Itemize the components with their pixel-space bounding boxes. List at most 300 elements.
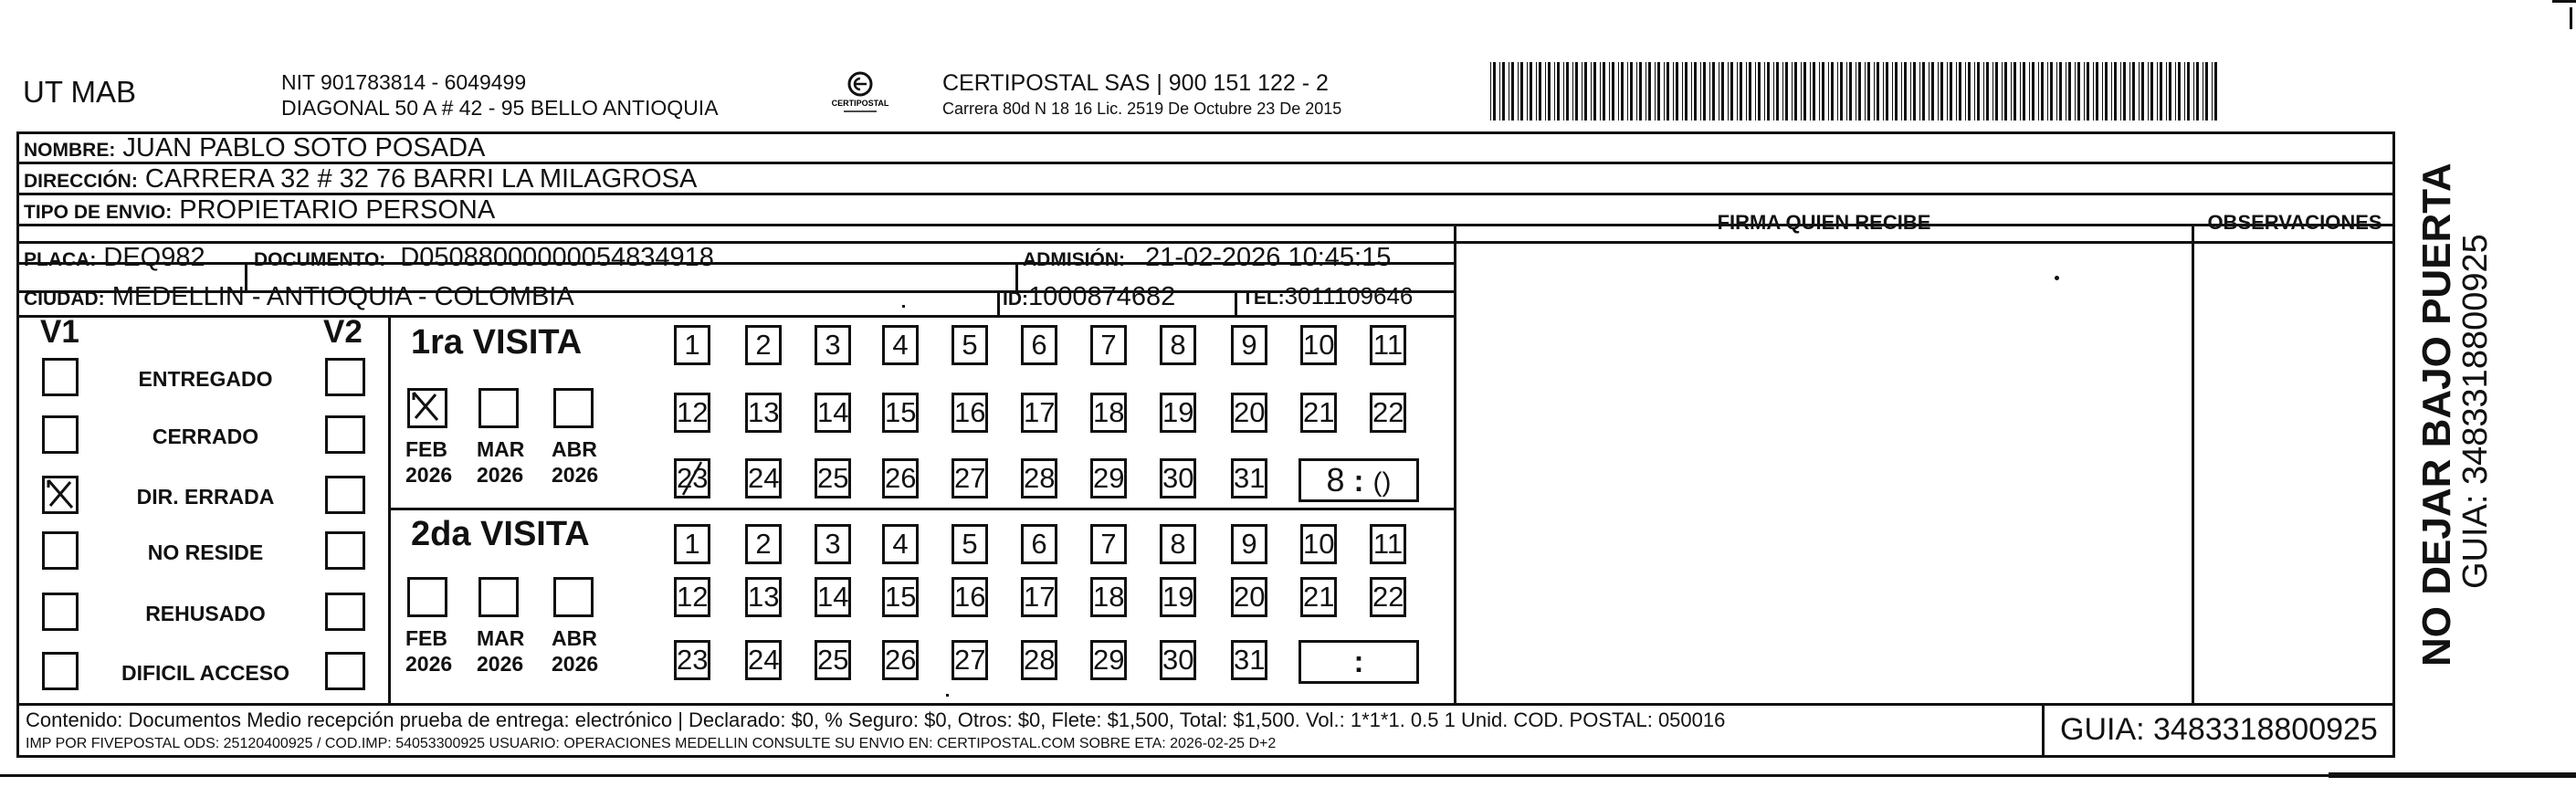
day-box[interactable]: 2 xyxy=(745,524,782,564)
day-box[interactable]: 7 xyxy=(1090,325,1127,365)
barcode-bar xyxy=(1746,62,1747,121)
barcode-bar xyxy=(1919,62,1920,121)
v1-checkbox[interactable] xyxy=(42,652,79,690)
barcode-bar xyxy=(1901,62,1902,121)
day-box[interactable]: 12 xyxy=(674,577,710,617)
barcode-bar xyxy=(1566,62,1569,121)
day-box[interactable]: 2 xyxy=(745,325,782,365)
barcode-bar xyxy=(1913,62,1916,121)
barcode-bar xyxy=(1904,62,1907,121)
placa-label: PLACA: xyxy=(24,249,97,270)
stray-dot xyxy=(902,305,905,308)
barcode-bar xyxy=(1657,62,1660,121)
tel-label: TEL: xyxy=(1242,288,1285,309)
ciudad-row xyxy=(24,282,574,312)
barcode-bar xyxy=(2205,62,2208,121)
day-box[interactable]: 18 xyxy=(1090,393,1127,433)
day-box[interactable]: 3 xyxy=(815,325,851,365)
barcode-bar xyxy=(2020,62,2021,121)
day-box[interactable]: 17 xyxy=(1021,577,1057,617)
month-label: MAR xyxy=(477,437,525,461)
day-box[interactable]: 11 xyxy=(1370,325,1406,365)
barcode-bar xyxy=(1983,62,1984,121)
day-box[interactable]: 9 xyxy=(1231,325,1267,365)
barcode-bar xyxy=(2075,62,2076,121)
tel-row xyxy=(1242,282,1413,310)
barcode-bar xyxy=(1992,62,1993,121)
v2-checkbox[interactable] xyxy=(325,476,365,514)
status-label: DIFICIL ACCESO xyxy=(121,661,289,685)
day-box[interactable]: 5 xyxy=(952,524,988,564)
month-checkbox[interactable] xyxy=(407,577,447,617)
v2-checkbox[interactable] xyxy=(325,358,365,396)
tipo-label: TIPO DE ENVIO: xyxy=(24,202,173,223)
barcode-bar xyxy=(1910,62,1911,121)
barcode-bar xyxy=(1986,62,1989,121)
barcode-bar xyxy=(2105,62,2108,121)
barcode-bar xyxy=(1867,62,1870,121)
barcode-bar xyxy=(1840,62,1843,121)
observaciones-header: OBSERVACIONES xyxy=(2207,211,2382,234)
v2-checkbox[interactable] xyxy=(325,415,365,454)
barcode-bar xyxy=(2166,62,2167,121)
day-box[interactable]: 29 xyxy=(1090,458,1127,498)
day-box[interactable]: 11 xyxy=(1370,524,1406,564)
barcode-bar xyxy=(2141,62,2144,121)
barcode-bar xyxy=(1940,62,1943,121)
month-label: FEB xyxy=(405,626,447,650)
barcode-bar xyxy=(1548,62,1551,121)
barcode-bar xyxy=(2111,62,2112,121)
barcode-bar xyxy=(1603,62,1605,121)
barcode-bar xyxy=(2093,62,2094,121)
sender-nit: NIT 901783814 - 6049499 xyxy=(281,70,527,94)
day-box[interactable]: 31 xyxy=(1231,458,1267,498)
day-box[interactable]: 1 xyxy=(674,325,710,365)
stray-dot xyxy=(2055,276,2059,280)
bottom-edge xyxy=(0,774,2576,777)
v2-checkbox[interactable] xyxy=(325,531,365,570)
barcode-bar xyxy=(2196,62,2199,121)
barcode-bar xyxy=(1673,62,1674,121)
v1-checkbox[interactable] xyxy=(42,476,79,514)
day-box[interactable]: 27 xyxy=(952,458,988,498)
sender-address: DIAGONAL 50 A # 42 - 95 BELLO ANTIOQUIA xyxy=(281,96,719,120)
v2-header: V2 xyxy=(323,314,363,350)
barcode-bar xyxy=(2212,62,2213,121)
barcode-bar xyxy=(1968,62,1971,121)
barcode-bar xyxy=(1520,62,1523,121)
barcode-bar xyxy=(1490,62,1491,121)
day-box[interactable]: 24 xyxy=(745,640,782,680)
day-box[interactable]: 16 xyxy=(952,577,988,617)
day-box[interactable]: 6 xyxy=(1021,524,1057,564)
v1-checkbox[interactable] xyxy=(42,531,79,570)
id-value: 1000874682 xyxy=(1028,282,1176,311)
direccion-row xyxy=(24,164,697,194)
barcode-bar xyxy=(1977,62,1980,121)
year-label: 2026 xyxy=(552,463,599,487)
barcode-bar xyxy=(1572,62,1573,121)
nombre-row xyxy=(24,133,485,163)
barcode-bar xyxy=(1636,62,1637,121)
barcode-bar xyxy=(2029,62,2030,121)
barcode-bar xyxy=(1773,62,1774,121)
barcode-bar xyxy=(1758,62,1761,121)
barcode-bar xyxy=(1837,62,1838,121)
day-box[interactable]: 17 xyxy=(1021,393,1057,433)
v2-checkbox[interactable] xyxy=(325,593,365,631)
month-label: ABR xyxy=(552,437,597,461)
barcode-bar xyxy=(1511,62,1514,121)
tipo-envio-row xyxy=(24,195,495,226)
day-box[interactable]: 8 xyxy=(1160,524,1196,564)
barcode-bar xyxy=(2114,62,2117,121)
barcode-bar xyxy=(1563,62,1564,121)
barcode-bar xyxy=(1721,62,1724,121)
day-box[interactable]: 23 xyxy=(674,458,710,498)
barcode-bar xyxy=(2013,62,2016,121)
barcode-bar xyxy=(1593,62,1596,121)
barcode-bar xyxy=(1648,62,1651,121)
day-box[interactable]: 30 xyxy=(1160,640,1196,680)
day-box[interactable]: 12 xyxy=(674,393,710,433)
day-box[interactable]: 26 xyxy=(882,640,919,680)
barcode-bar xyxy=(1682,62,1683,121)
barcode-bar xyxy=(1664,62,1665,121)
day-box[interactable]: 1 xyxy=(674,524,710,564)
direccion-label: DIRECCIÓN: xyxy=(24,171,138,192)
barcode-bar xyxy=(1530,62,1532,121)
day-box[interactable]: 30 xyxy=(1160,458,1196,498)
barcode-bar xyxy=(1956,62,1957,121)
barcode-bar xyxy=(2084,62,2085,121)
barcode-bar xyxy=(1819,62,1820,121)
admision-row xyxy=(1023,243,1391,273)
day-box[interactable]: 16 xyxy=(952,393,988,433)
barcode-bar xyxy=(2056,62,2057,121)
day-box[interactable]: 26 xyxy=(882,458,919,498)
footer-content: Contenido: Documentos Medio recepción prueba de entrega: electrónico | Declarado: $0, % Seguro: $0, Otros: $0, Flete: $1,500, Total: $1,500. Vol.: 1*1*1. 0.5 1 Unid. COD. POSTAL: 050016 xyxy=(26,708,1726,731)
status-label: ENTREGADO xyxy=(138,367,273,391)
minute-value: () xyxy=(1372,467,1392,498)
barcode-bar xyxy=(1749,62,1751,121)
barcode-bar xyxy=(1782,62,1783,121)
barcode-bar xyxy=(1621,62,1624,121)
year-label: 2026 xyxy=(405,463,453,487)
v1-header: V1 xyxy=(40,314,79,350)
barcode-bar xyxy=(1938,62,1939,121)
stray-dot xyxy=(946,694,949,697)
barcode-bar xyxy=(1792,62,1793,121)
barcode-bar xyxy=(1709,62,1710,121)
time-separator: : xyxy=(1353,464,1364,498)
v1-checkbox[interactable] xyxy=(42,358,79,396)
barcode-bar xyxy=(1801,62,1802,121)
barcode-bar xyxy=(1527,62,1528,121)
day-box[interactable]: 15 xyxy=(882,577,919,617)
barcode-bar xyxy=(1655,62,1656,121)
day-box[interactable]: 13 xyxy=(745,577,782,617)
barcode-bar xyxy=(1645,62,1646,121)
barcode-bar xyxy=(1499,62,1500,121)
v2-checkbox[interactable] xyxy=(325,652,365,690)
right-edge-line xyxy=(2570,7,2572,29)
day-box[interactable]: 22 xyxy=(1370,577,1406,617)
month-checkbox[interactable] xyxy=(478,577,519,617)
barcode-bar xyxy=(1959,62,1961,121)
day-box[interactable]: 24 xyxy=(745,458,782,498)
barcode-bar xyxy=(1737,62,1738,121)
barcode-bar xyxy=(1755,62,1756,121)
visita2-title: 2da VISITA xyxy=(411,515,590,553)
barcode-bar xyxy=(1639,62,1642,121)
day-box[interactable]: 23 xyxy=(674,640,710,680)
month-checkbox[interactable] xyxy=(478,388,519,428)
barcode-bar xyxy=(1950,62,1952,121)
day-box[interactable]: 29 xyxy=(1090,640,1127,680)
barcode-bar xyxy=(1865,62,1866,121)
day-box[interactable]: 14 xyxy=(815,577,851,617)
barcode-bar xyxy=(2120,62,2121,121)
firma-header: FIRMA QUIEN RECIBE xyxy=(1717,211,1931,234)
barcode-bar xyxy=(1931,62,1934,121)
barcode-bar xyxy=(1557,62,1560,121)
status-label: NO RESIDE xyxy=(147,540,264,564)
day-box[interactable]: 8 xyxy=(1160,325,1196,365)
barcode-bar xyxy=(2102,62,2103,121)
logo-text: CERTIPOSTAL xyxy=(831,99,889,108)
barcode-bar xyxy=(1627,62,1628,121)
nombre-value: JUAN PABLO SOTO POSADA xyxy=(122,133,486,163)
barcode-bar xyxy=(2059,62,2062,121)
side-guia: GUIA: 3483318800925 xyxy=(2456,234,2495,589)
barcode-bar xyxy=(1740,62,1742,121)
barcode-bar xyxy=(2096,62,2098,121)
day-box[interactable]: 3 xyxy=(815,524,851,564)
barcode-bar xyxy=(1502,62,1505,121)
day-box[interactable]: 5 xyxy=(952,325,988,365)
barcode-bar xyxy=(2160,62,2162,121)
barcode-bar xyxy=(1518,62,1519,121)
barcode-bar xyxy=(2132,62,2135,121)
status-label: REHUSADO xyxy=(145,602,266,625)
month-label: FEB xyxy=(405,437,447,461)
id-row xyxy=(1003,282,1175,312)
footer-imp: IMP POR FIVEPOSTAL ODS: 25120400925 / COD.IMP: 54053300925 USUARIO: OPERACIONES MEDELLIN CONSULTE SU ENVIO EN: CERTIPOSTAL.COM SOBRE ETA: 2026-02-25 D+2 xyxy=(26,736,1277,751)
barcode-bar xyxy=(1892,62,1893,121)
barcode-bar xyxy=(2193,62,2194,121)
barcode-bar xyxy=(1965,62,1966,121)
v1-checkbox[interactable] xyxy=(42,415,79,454)
direccion-value: CARRERA 32 # 32 76 BARRI LA MILAGROSA xyxy=(144,164,698,194)
barcode-bar xyxy=(1895,62,1898,121)
barcode-bar xyxy=(1822,62,1824,121)
placa-value: DEQ982 xyxy=(103,243,205,272)
day-box[interactable]: 10 xyxy=(1300,325,1337,365)
time-separator: : xyxy=(1353,645,1364,678)
barcode-bar xyxy=(1846,62,1847,121)
day-box[interactable]: 4 xyxy=(882,325,919,365)
day-box[interactable]: 21 xyxy=(1300,577,1337,617)
barcode-bar xyxy=(1554,62,1555,121)
barcode-bar xyxy=(2150,62,2153,121)
barcode-bar xyxy=(2023,62,2025,121)
placa-row xyxy=(24,243,205,273)
day-box[interactable]: 25 xyxy=(815,640,851,680)
bottom-edge-thick xyxy=(2329,772,2576,778)
day-box[interactable]: 19 xyxy=(1160,393,1196,433)
documento-value: D05088000000054834918 xyxy=(400,243,714,272)
tel-value: 3011109646 xyxy=(1284,282,1414,310)
barcode-bar xyxy=(1794,62,1797,121)
day-box[interactable]: 25 xyxy=(815,458,851,498)
month-checkbox[interactable] xyxy=(553,577,594,617)
year-label: 2026 xyxy=(477,652,524,676)
day-box[interactable]: 13 xyxy=(745,393,782,433)
barcode-bar xyxy=(1536,62,1537,121)
barcode-bar xyxy=(2175,62,2176,121)
barcode-bar xyxy=(1785,62,1788,121)
day-box[interactable]: 28 xyxy=(1021,640,1057,680)
year-label: 2026 xyxy=(477,463,524,487)
barcode-bar xyxy=(2041,62,2044,121)
day-box[interactable]: 20 xyxy=(1231,393,1267,433)
barcode-bar xyxy=(1874,62,1875,121)
day-box[interactable]: 22 xyxy=(1370,393,1406,433)
documento-row xyxy=(254,243,714,273)
barcode-bar xyxy=(1676,62,1678,121)
day-box[interactable]: 9 xyxy=(1231,524,1267,564)
status-label: CERRADO xyxy=(152,425,259,448)
barcode-bar xyxy=(2011,62,2012,121)
barcode-bar xyxy=(1493,62,1496,121)
day-box[interactable]: 14 xyxy=(815,393,851,433)
barcode-bar xyxy=(2004,62,2007,121)
barcode-bar xyxy=(1886,62,1888,121)
day-box[interactable]: 18 xyxy=(1090,577,1127,617)
barcode-bar xyxy=(1764,62,1765,121)
barcode-bar xyxy=(1691,62,1692,121)
barcode-bar xyxy=(1539,62,1541,121)
day-box[interactable]: 15 xyxy=(882,393,919,433)
id-label: ID: xyxy=(1003,289,1028,310)
barcode-bar xyxy=(1776,62,1779,121)
barcode-bar xyxy=(1600,62,1601,121)
company-name: CERTIPOSTAL SAS | 900 151 122 - 2 xyxy=(942,70,1329,96)
barcode-bar xyxy=(1831,62,1834,121)
day-box[interactable]: 4 xyxy=(882,524,919,564)
month-label: ABR xyxy=(552,626,597,650)
barcode-bar xyxy=(2184,62,2185,121)
barcode-bar xyxy=(2148,62,2149,121)
barcode-bar xyxy=(1612,62,1614,121)
barcode-bar xyxy=(1730,62,1733,121)
day-box[interactable]: 6 xyxy=(1021,325,1057,365)
certipostal-logo xyxy=(822,69,899,115)
barcode-bar xyxy=(2123,62,2126,121)
barcode-bar xyxy=(1700,62,1701,121)
ut-code: UT MAB xyxy=(23,75,137,109)
barcode-bar xyxy=(1728,62,1729,121)
barcode-bar xyxy=(2129,62,2130,121)
year-label: 2026 xyxy=(405,652,453,676)
barcode-bar xyxy=(2068,62,2071,121)
no-dejar-bajo-puerta: NO DEJAR BAJO PUERTA xyxy=(2414,163,2459,666)
month-checkbox[interactable] xyxy=(407,388,447,428)
barcode-bar xyxy=(2187,62,2190,121)
barcode-bar xyxy=(1694,62,1697,121)
day-box[interactable]: 10 xyxy=(1300,524,1337,564)
barcode-bar xyxy=(2087,62,2089,121)
day-box[interactable]: 31 xyxy=(1231,640,1267,680)
barcode-bar xyxy=(1974,62,1975,121)
barcode-bar xyxy=(1813,62,1815,121)
barcode-bar xyxy=(2157,62,2158,121)
barcode-bar xyxy=(1712,62,1715,121)
barcode-bar xyxy=(1922,62,1925,121)
month-checkbox[interactable] xyxy=(553,388,594,428)
day-box[interactable]: 7 xyxy=(1090,524,1127,564)
barcode-bar xyxy=(2050,62,2053,121)
day-box[interactable]: 20 xyxy=(1231,577,1267,617)
barcode-bar xyxy=(1947,62,1948,121)
barcode-bar xyxy=(1877,62,1879,121)
company-license: Carrera 80d N 18 16 Lic. 2519 De Octubre 23 De 2015 xyxy=(942,100,1342,118)
barcode-bar xyxy=(1803,62,1806,121)
status-label: DIR. ERRADA xyxy=(136,485,275,509)
barcode-bar xyxy=(1849,62,1852,121)
visita1-title: 1ra VISITA xyxy=(411,323,583,362)
top-right-edge xyxy=(2552,0,2576,3)
barcode-bar xyxy=(1630,62,1633,121)
barcode-bar xyxy=(2178,62,2181,121)
barcode-bar xyxy=(1883,62,1884,121)
admision-value: 21-02-2026 10:45:15 xyxy=(1145,243,1392,272)
tipo-value: PROPIETARIO PERSONA xyxy=(179,195,496,225)
v1-checkbox[interactable] xyxy=(42,593,79,631)
day-box[interactable]: 21 xyxy=(1300,393,1337,433)
barcode-bar xyxy=(1618,62,1619,121)
barcode-bar xyxy=(1575,62,1578,121)
barcode-bar xyxy=(1703,62,1706,121)
barcode-bar xyxy=(2214,62,2217,121)
month-label: MAR xyxy=(477,626,525,650)
barcode-bar xyxy=(1995,62,1998,121)
admision-label: ADMISIÓN: xyxy=(1023,249,1125,270)
barcode-bar xyxy=(2077,62,2080,121)
barcode-bar xyxy=(1685,62,1688,121)
time-box[interactable] xyxy=(1299,458,1419,502)
ciudad-value: MEDELLIN - ANTIOQUIA - COLOMBIA xyxy=(111,282,574,311)
day-box[interactable]: 28 xyxy=(1021,458,1057,498)
barcode-bar xyxy=(1609,62,1610,121)
barcode-bar xyxy=(2139,62,2140,121)
year-label: 2026 xyxy=(552,652,599,676)
barcode-bar xyxy=(2038,62,2039,121)
barcode xyxy=(1490,62,2221,121)
barcode-bar xyxy=(1584,62,1587,121)
barcode-bar xyxy=(1545,62,1546,121)
barcode-bar xyxy=(1767,62,1770,121)
footer-guia: GUIA: 3483318800925 xyxy=(2060,712,2378,747)
time-box[interactable] xyxy=(1299,640,1419,684)
nombre-label: NOMBRE: xyxy=(24,140,116,161)
day-box[interactable]: 27 xyxy=(952,640,988,680)
day-box[interactable]: 19 xyxy=(1160,577,1196,617)
barcode-bar xyxy=(1810,62,1811,121)
barcode-bar xyxy=(1591,62,1592,121)
